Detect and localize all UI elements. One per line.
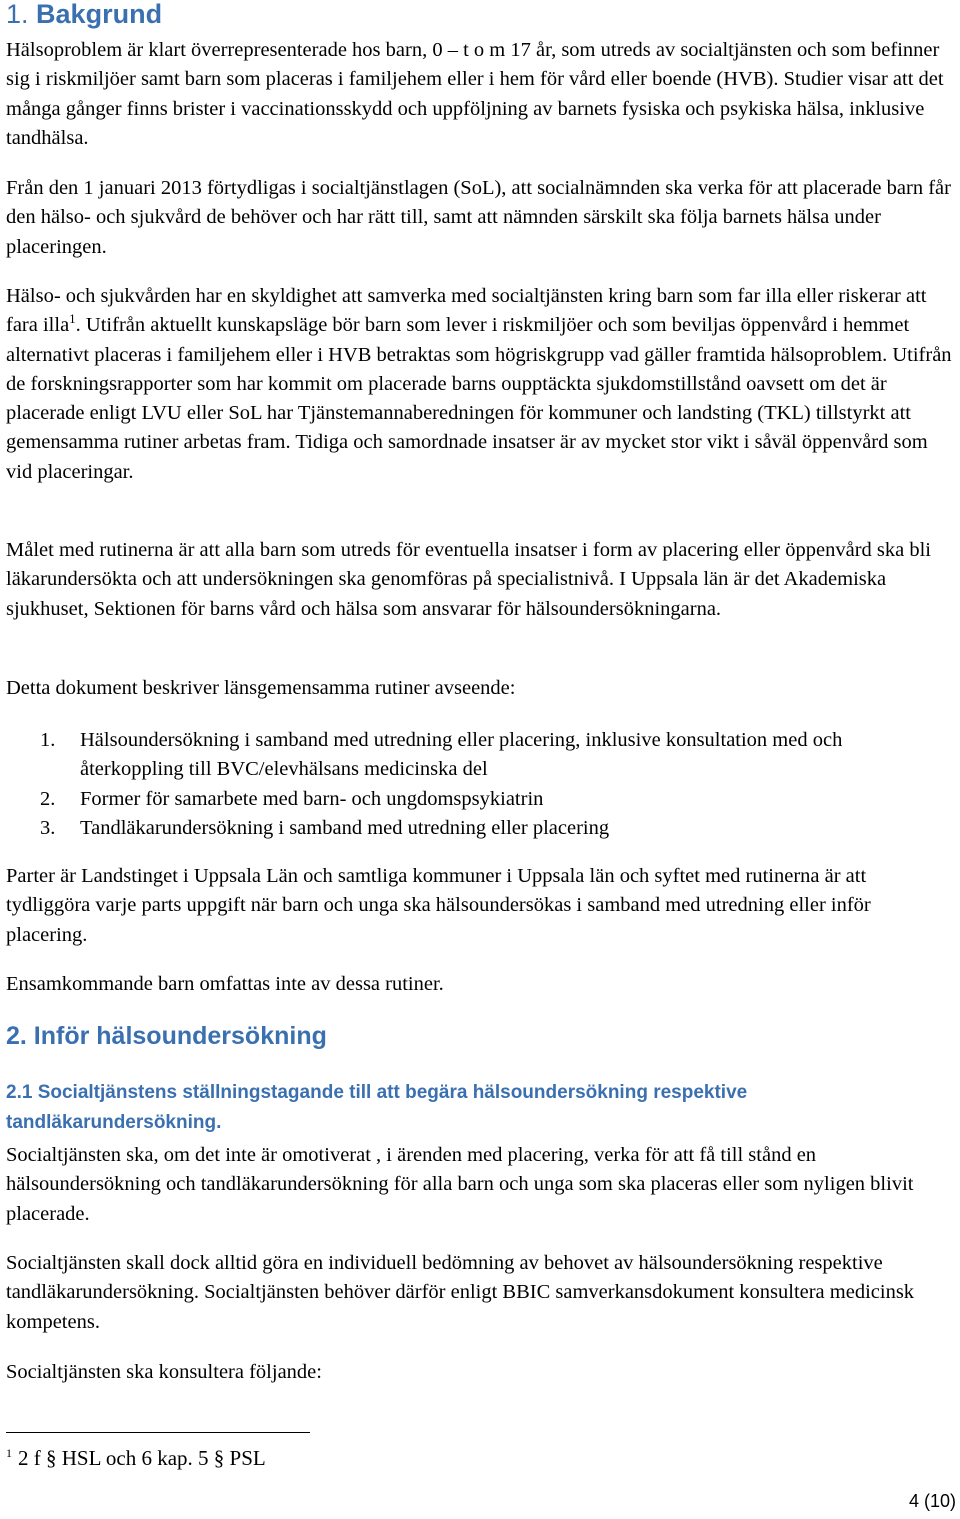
list-item-text: Former för samarbete med barn- och ungdomspsykiatrin	[80, 787, 544, 810]
paragraph-individual-assessment: Socialtjänsten skall dock alltid göra en individuell bedömning av behovet av hälsoundersökning respektive tandläkarundersökning. Socialtjänsten behöver därför enligt BBIC samverkansdokument konsultera medicinsk kompetens.	[6, 1252, 915, 1333]
paragraph-healthcare-duty	[6, 282, 954, 487]
list-item-text: Hälsoundersökning i samband med utredning eller placering, inklusive konsultation med och återkoppling till BVC/elevhälsans medicinska del	[80, 729, 843, 781]
paragraph-text: . Utifrån aktuellt kunskapsläge bör barn som lever i riskmiljöer och som beviljas öppenvård i hemmet alternativt placeras i familjehem eller i HVB betraktas som högriskgrupp vad gäller framtida hälsoproblem. Utifrån de forskningsrapporter som har kommit om placerade barns oupptäckta sjukdomstillstånd oavsett om det är placerade enligt LVU eller SoL har Tjänstemannaberedningen för kommuner och landsting (TKL) tillstyrkt att gemensamma rutiner arbetas fram. Tidiga och samordnade insatser är av mycket stor vikt i såväl öppenvård som vid placeringar.	[6, 314, 952, 483]
section-number: 1.	[6, 0, 29, 29]
paragraph-parties: Parter är Landstinget i Uppsala Län och samtliga kommuner i Uppsala län och syftet med rutinerna är att tydliggöra varje parts uppgift när barn och unga ska hälsoundersökas i samband med utredning eller inför placering.	[6, 865, 871, 946]
footnote-reference: 1	[69, 311, 76, 327]
footnote-text: 2 f § HSL och 6 kap. 5 § PSL	[18, 1446, 266, 1470]
paragraph-background: Hälsoproblem är klart överrepresenterade hos barn, 0 – t o m 17 år, som utreds av socialtjänsten och som befinner sig i riskmiljöer samt barn som placeras i familjehem eller i hem för vård eller boende (HVB). Studier visar att det många gånger finns brister i vaccinationsskydd och uppföljning av barnets fysiska och psykiska hälsa, inklusive tandhälsa.	[6, 39, 944, 149]
paragraph-social-services-duty: Socialtjänsten ska, om det inte är omotiverat , i ärenden med placering, verka för att få till stånd en hälsoundersökning och tandläkarundersökning för alla barn och unga som ska placeras eller som nyligen blivit placerade.	[6, 1144, 914, 1225]
list-item-number: 2.	[40, 787, 56, 810]
paragraph-sol-law: Från den 1 januari 2013 förtydligas i socialtjänstlagen (SoL), att socialnämnden ska verka för att placerade barn får den hälso- och sjukvård de behöver och har rätt till, samt att nämnden särskilt ska följa barnets hälsa under placeringen.	[6, 177, 951, 258]
footnote-mark: 1	[6, 1446, 12, 1460]
list-item-text: Tandläkarundersökning i samband med utredning eller placering	[80, 816, 610, 839]
paragraph-scope-intro: Detta dokument beskriver länsgemensamma rutiner avseende:	[6, 677, 516, 699]
footnote-divider	[6, 1432, 310, 1433]
paragraph-goal: Målet med rutinerna är att alla barn som utreds för eventuella insatser i form av placering eller öppenvård ska bli läkarundersökta och att undersökningen ska genomföras på specialistnivå. I Uppsala län är det Akademiska sjukhuset, Sektionen för barns vård och hälsa som ansvarar för hälsoundersökningarna.	[6, 539, 932, 620]
routine-list	[40, 726, 950, 843]
paragraph-exclusion: Ensamkommande barn omfattas inte av dessa rutiner.	[6, 973, 444, 995]
list-item	[40, 814, 950, 843]
page-number: 4 (10)	[908, 1491, 956, 1511]
paragraph-consult-following: Socialtjänsten ska konsultera följande:	[6, 1361, 322, 1383]
list-item	[40, 785, 950, 814]
subsection-heading-2-1: 2.1 Socialtjänstens ställningstagande till att begära hälsoundersökning respektive tandläkarundersökning.	[6, 1082, 748, 1133]
section-heading-1	[6, 0, 162, 30]
footnote	[6, 1443, 266, 1473]
section-heading-2: 2. Inför hälsoundersökning	[6, 1022, 327, 1050]
list-item-number: 1.	[40, 729, 56, 751]
section-title: Bakgrund	[36, 0, 163, 29]
list-item	[40, 726, 950, 785]
paragraph-text: Hälso- och sjukvården har en skyldighet att samverka med socialtjänsten kring barn som far illa eller riskerar att fara illa	[6, 285, 927, 337]
list-item-number: 3.	[40, 816, 56, 839]
